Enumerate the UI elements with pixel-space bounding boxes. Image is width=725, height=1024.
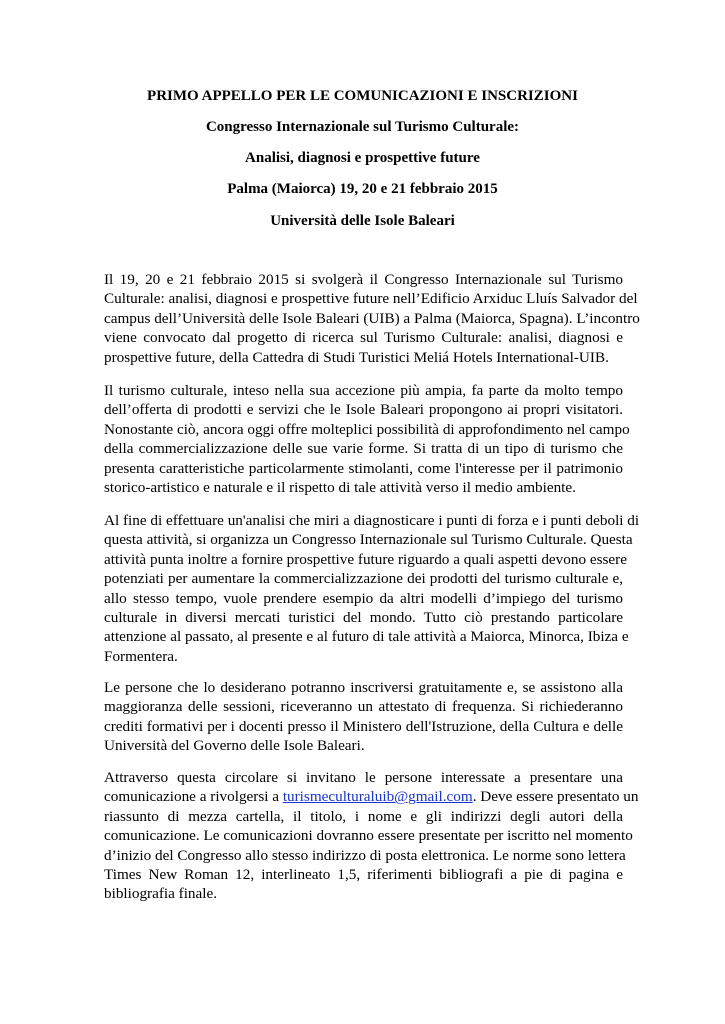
paragraph-line: culturale in diversi mercati turistici del mondo. Tutto ciò prestando particolare — [104, 608, 623, 626]
paragraph-line-with-email — [104, 787, 639, 806]
paragraph-line: Times New Roman 12, interlineato 1,5, riferimenti bibliografi a pie di pagina e — [104, 865, 623, 883]
paragraph-registration — [104, 678, 623, 756]
paragraph-line: riassunto di mezza cartella, il titolo, i nome e gli indirizzi degli autori della — [104, 807, 623, 825]
university-name: Università delle Isole Baleari — [270, 213, 455, 229]
paragraph-line: questa attività, si organizza un Congresso Internazionale sul Turismo Culturale. Questa — [104, 531, 633, 549]
congress-subtitle: Analisi, diagnosi e prospettive future — [245, 150, 480, 166]
paragraph-line: della commercializzazione delle sue varie forme. Si tratta di un tipo di turismo che — [104, 440, 623, 458]
paragraph-analysis-goal — [104, 511, 640, 666]
paragraph-line: campus dell’Università delle Isole Baleari (UIB) a Palma (Maiorca, Spagna). L’incontro — [104, 309, 640, 327]
document-title: PRIMO APPELLO PER LE COMUNICAZIONI E INSCRIZIONI — [147, 88, 578, 104]
paragraph-line: Le persone che lo desiderano potranno inscriversi gratuitamente e, se assistono alla — [104, 679, 623, 696]
paragraph-line: Università del Governo delle Isole Baleari. — [104, 737, 365, 755]
paragraph-line: potenziati per aumentare la commercializzazione dei prodotti del turismo culturale e, — [104, 570, 623, 588]
paragraph-cultural-tourism — [104, 381, 630, 497]
paragraph-line: crediti formativi per i docenti presso il Ministero dell'Istruzione, della Cultura e delle — [104, 717, 623, 735]
paragraph-line: attività punta inoltre a fornire prospettive future riguardo a quali aspetti devono essere — [104, 550, 627, 568]
paragraph-line: Nonostante ciò, ancora oggi offre molteplici possibilità di approfondimento nel campo — [104, 420, 630, 438]
email-line-prefix: comunicazione a rivolgersi a — [104, 788, 283, 806]
email-line-suffix: . Deve essere presentato un — [472, 788, 639, 806]
congress-place-date: Palma (Maiorca) 19, 20 e 21 febbraio 2015 — [227, 181, 498, 197]
paragraph-line: Attraverso questa circolare si invitano le persone interessate a presentare una — [104, 769, 623, 786]
paragraph-line: presenta caratteristiche particolarmente stimolanti, come l'interesse per il patrimonio — [104, 459, 623, 477]
paragraph-line: allo stesso tempo, vuole prendere esempio da altri modelli d’impiego del turismo — [104, 589, 623, 607]
paragraph-line: Il turismo culturale, inteso nella sua accezione più ampia, fa parte da molto tempo — [104, 382, 623, 399]
paragraph-line: comunicazione. Le comunicazioni dovranno essere presentate per iscritto nel momento — [104, 827, 633, 845]
paragraph-line: Il 19, 20 e 21 febbraio 2015 si svolgerà il Congresso Internazionale sul Turismo — [104, 271, 623, 288]
paragraph-line: maggioranza delle sessioni, riceveranno un attestato di frequenza. Si richiederanno — [104, 698, 623, 716]
email-link[interactable]: turismeculturaluib@gmail.com — [282, 788, 473, 806]
paragraph-line: Al fine di effettuare un'analisi che miri a diagnosticare i punti di forza e i punti deboli di — [104, 512, 640, 529]
paragraph-line: d’inizio del Congresso allo stesso indirizzo di posta elettronica. Le norme sono lettera — [104, 846, 626, 864]
paragraph-line: Culturale: analisi, diagnosi e prospettive future nell’Edificio Arxiduc Lluís Salvador del — [104, 290, 638, 308]
paragraph-line: Formentera. — [104, 647, 178, 665]
paragraph-intro — [104, 270, 640, 367]
paragraph-line: dell’offerta di prodotti e servizi che le Isole Baleari propongono ai propri visitatori. — [104, 401, 623, 419]
paragraph-line: prospettive future, della Cattedra di Studi Turistici Meliá Hotels International-UIB. — [104, 348, 609, 366]
paragraph-line: storico-artistico e naturale e il rispetto di tale attività verso il medio ambiente. — [104, 478, 576, 496]
paragraph-submissions — [104, 768, 639, 904]
paragraph-line: attenzione al passato, al presente e al futuro di tale attività a Maiorca, Minorca, Ibiza e — [104, 628, 629, 646]
congress-name: Congresso Internazionale sul Turismo Culturale: — [205, 119, 520, 135]
paragraph-line: viene convocato dal progetto di ricerca sul Turismo Culturale: analisi, diagnosi e — [104, 329, 623, 347]
paragraph-line: bibliografia finale. — [104, 885, 218, 903]
